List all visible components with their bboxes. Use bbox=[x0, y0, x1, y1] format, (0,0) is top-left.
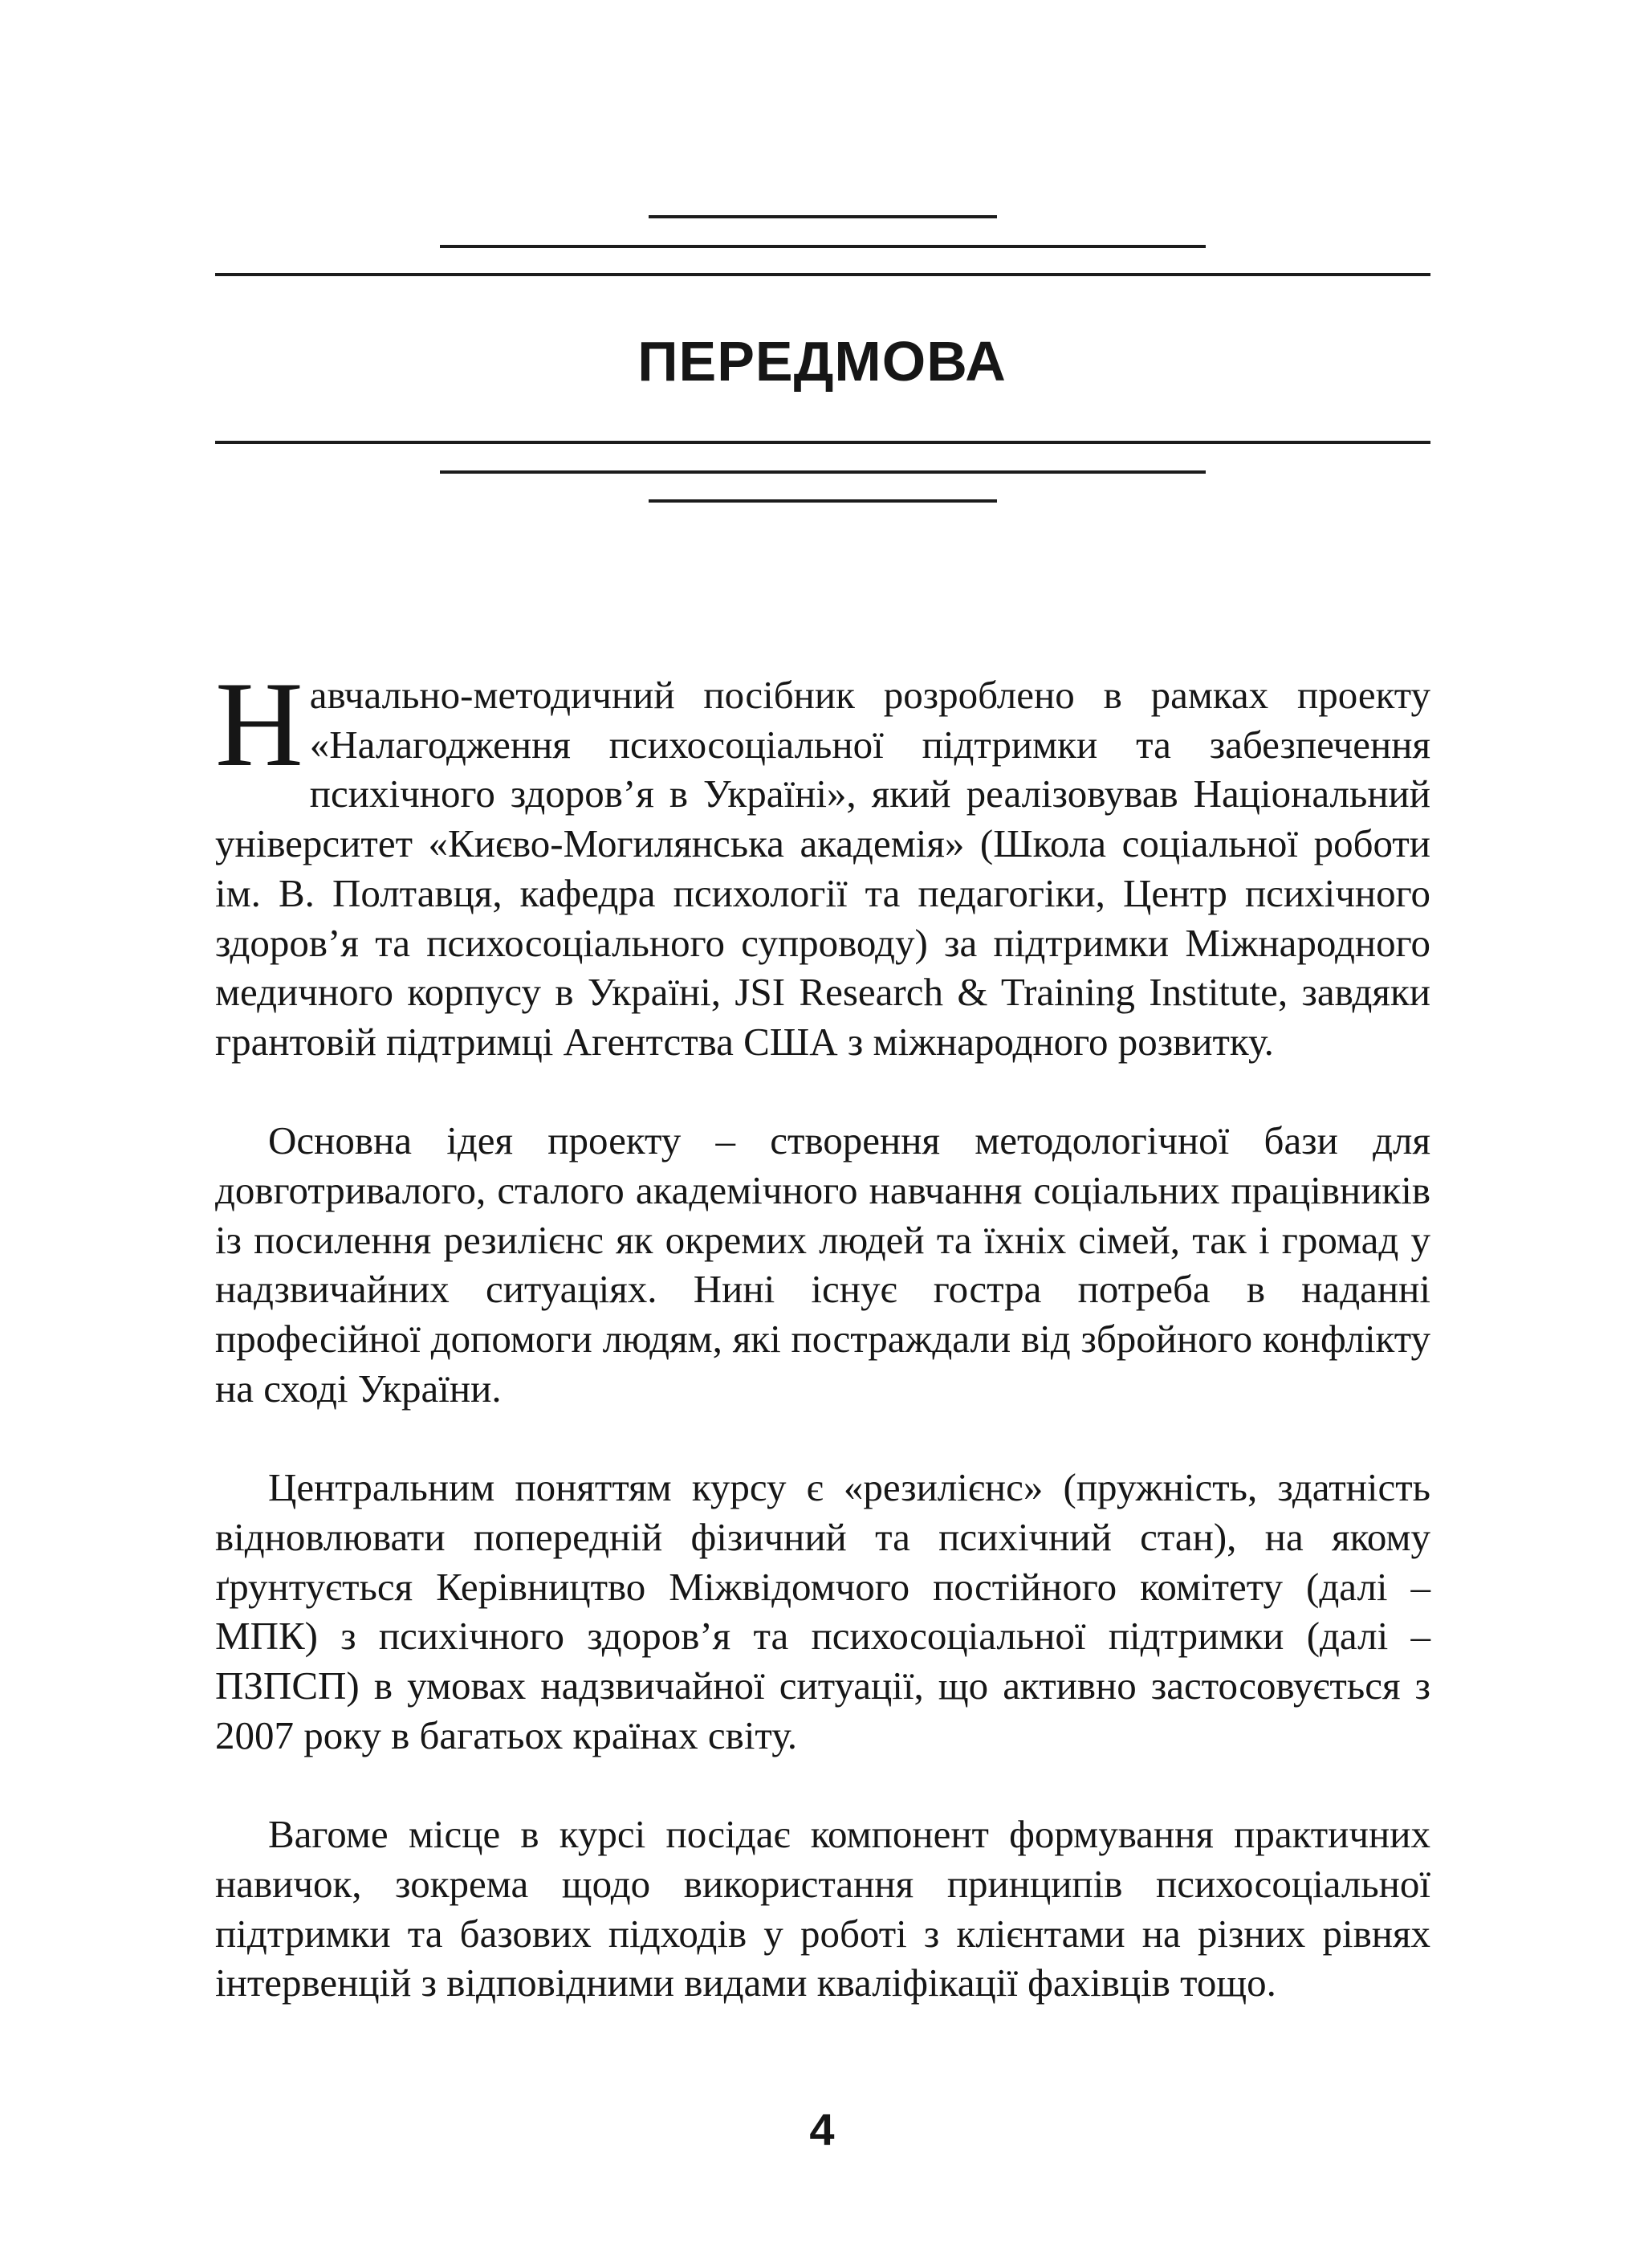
drop-cap: Н bbox=[215, 657, 303, 792]
paragraph bbox=[215, 1463, 1430, 1760]
page-number: 4 bbox=[809, 2104, 835, 2155]
page-title: ПЕРЕДМОВА bbox=[637, 330, 1007, 393]
paragraph bbox=[215, 657, 1430, 1067]
paragraph-text: Центральним поняттям курсу є «резилієнс» (пружність, здатність відновлювати попередній фізичний та психічний стан), на якому ґрунтується Керівництво Міжвідомчого постійного комітету (далі – МПК) з психічного здоров’я та психосоціальної підтримки (далі – ПЗПСП) в умовах надзвичайної ситуації, що активно застосовується з 2007 року в багатьох країнах світу. bbox=[215, 1465, 1430, 1757]
paragraph bbox=[215, 1116, 1430, 1413]
title-ornament-line bbox=[215, 441, 1430, 444]
title-ornament-line bbox=[649, 499, 997, 503]
paragraph-text: авчально-методичний посібник розроблено в рамках проекту «Налагодження психосоціальної підтримки та забезпечення психічного здоров’я в Україні», який реалізовував Національний університет «Києво-Могилянська академія» (Школа соціальної роботи ім. В. Полтавця, кафедра психології та педагогіки, Центр психічного здоров’я та психосоціального супроводу) за підтримки Міжнародного медичного корпусу в Україні, JSI Research & Training Institute, завдяки грантовій підтримці Агентства США з міжнародного розвитку. bbox=[215, 673, 1430, 1064]
title-ornament-line bbox=[440, 470, 1206, 474]
paragraph-text: Основна ідея проекту – створення методологічної бази для довготривалого, сталого академічного навчання соціальних працівників із посилення резилієнс як окремих людей та їхніх сімей, так і громад у надзвичайних ситуаціях. Нині існує гостра потреба в наданні професійної допомоги людям, які постраждали від збройного конфлікту на сході України. bbox=[215, 1118, 1430, 1411]
paragraph-text: Вагоме місце в курсі посідає компонент формування практичних навичок, зокрема щодо використання принципів психосоціальної підтримки та базових підходів у роботі з клієнтами на різних рівнях інтервенцій з відповідними видами кваліфікації фахівців тощо. bbox=[215, 1812, 1430, 2005]
body-text bbox=[215, 657, 1430, 2008]
title-ornament-line bbox=[649, 215, 997, 218]
paragraph bbox=[215, 1810, 1430, 2008]
title-ornament-line bbox=[215, 273, 1430, 276]
title-ornament-line bbox=[440, 245, 1206, 248]
